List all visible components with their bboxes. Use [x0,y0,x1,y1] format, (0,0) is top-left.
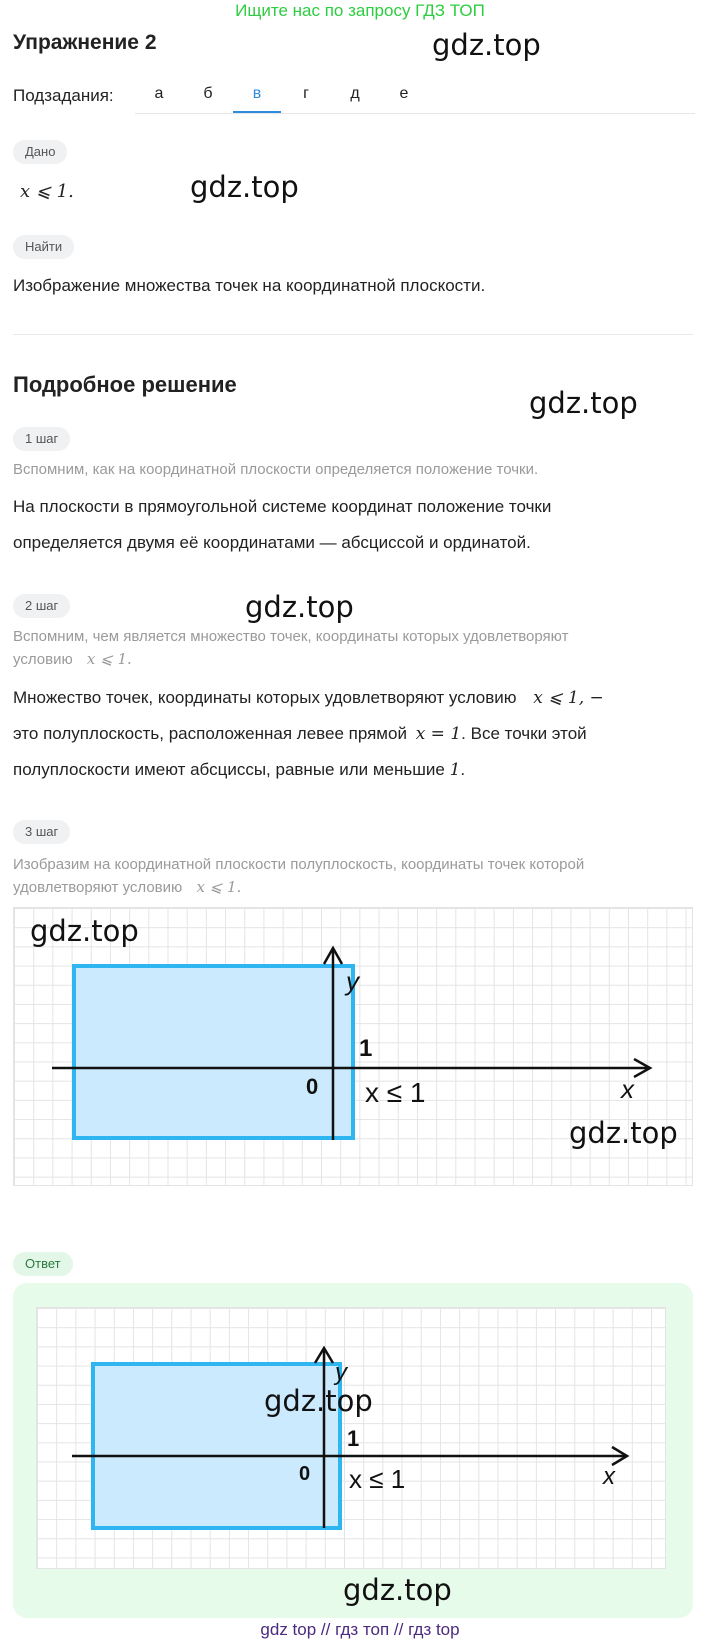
step-2-line-2 [13,716,587,752]
answer-badge: Ответ [13,1252,73,1276]
find-text: Изображение множества точек на координатной плоскости. [13,276,486,295]
one-label: 1 [347,1426,360,1451]
watermark: gdz.top [343,1573,452,1607]
y-axis-label: y [346,966,359,996]
tab-b[interactable]: б [203,85,213,102]
step-3-badge: 3 шаг [13,820,70,844]
watermark: gdz.top [190,170,299,204]
step-2-line-3 [13,752,465,788]
given-math: x ⩽ 1. [20,181,74,202]
step-2-line-2-text-a: это полуплоскость, расположенная левее прямой [13,724,407,743]
watermark: gdz.top [529,386,638,420]
watermark: gdz.top [245,590,354,624]
step-3-hint-line-1: Изобразим на координатной плоскости полуплоскость, координаты точек которой [13,856,585,873]
step-1-line-2: определяется двумя её координатами — абсциссой и ординатой. [13,533,531,552]
graph-answer [36,1307,666,1569]
watermark: gdz.top [264,1384,373,1418]
given-badge: Дано [13,140,67,164]
origin-label: 0 [306,1074,319,1099]
subtasks-label: Подзадания: [13,86,114,105]
x-axis-label: x [621,1074,634,1104]
step-2-badge: 2 шаг [13,594,70,618]
tab-v[interactable]: в [233,76,281,113]
solution-title: Подробное решение [13,372,237,397]
find-badge: Найти [13,235,74,259]
inequality-label: x ≤ 1 [365,1077,426,1108]
step-3-hint-math: x ⩽ 1. [196,878,242,896]
tab-d[interactable]: д [350,85,360,102]
step-2-line-1-math: x ⩽ 1, − [533,688,604,708]
promo-text: Ищите нас по запросу ГДЗ ТОП [235,1,485,20]
footer-links[interactable]: gdz top // гдз топ // гдз top [260,1620,460,1639]
watermark: gdz.top [30,914,139,948]
x-axis-label: x [603,1463,615,1490]
graph-solution [13,907,693,1186]
half-plane-region [74,966,353,1138]
step-3-hint-line-2 [13,876,241,899]
step-1-hint: Вспомним, как на координатной плоскости определяется положение точки. [13,461,539,478]
step-2-line-3-end: . [460,760,466,779]
divider [13,334,693,335]
origin-label: 0 [299,1463,311,1485]
step-2-line-2-math: x = 1 [415,724,462,744]
step-2-line-3-math: 1 [449,760,461,780]
step-2-hint-line-2 [13,648,132,671]
step-2-line-1-text: Множество точек, координаты которых удовлетворяют условию [13,688,517,707]
step-2-hint-text: условию [13,651,73,668]
inequality-label: x ≤ 1 [349,1464,406,1494]
step-2-hint-math: x ⩽ 1. [86,650,132,668]
tab-g[interactable]: г [303,85,309,102]
step-1-badge: 1 шаг [13,427,70,451]
step-2-hint-line-1: Вспомним, чем является множество точек, координаты которых удовлетворяют [13,628,569,645]
step-2-line-1 [13,680,604,716]
subtask-tabs [135,76,695,114]
step-3-hint-text: удовлетворяют условию [13,879,183,896]
step-2-line-3-text: полуплоскости имеют абсциссы, равные или меньшие [13,760,445,779]
watermark: gdz.top [432,28,541,62]
watermark: gdz.top [569,1116,678,1150]
exercise-title: Упражнение 2 [13,31,157,54]
step-1-line-1: На плоскости в прямоугольной системе координат положение точки [13,497,552,516]
step-2-line-2-text-b: . Все точки этой [461,724,587,743]
y-axis-label: y [335,1359,347,1386]
tab-e[interactable]: е [399,85,409,102]
answer-box [13,1283,693,1618]
one-label: 1 [359,1035,373,1062]
tab-a[interactable]: а [154,85,164,102]
